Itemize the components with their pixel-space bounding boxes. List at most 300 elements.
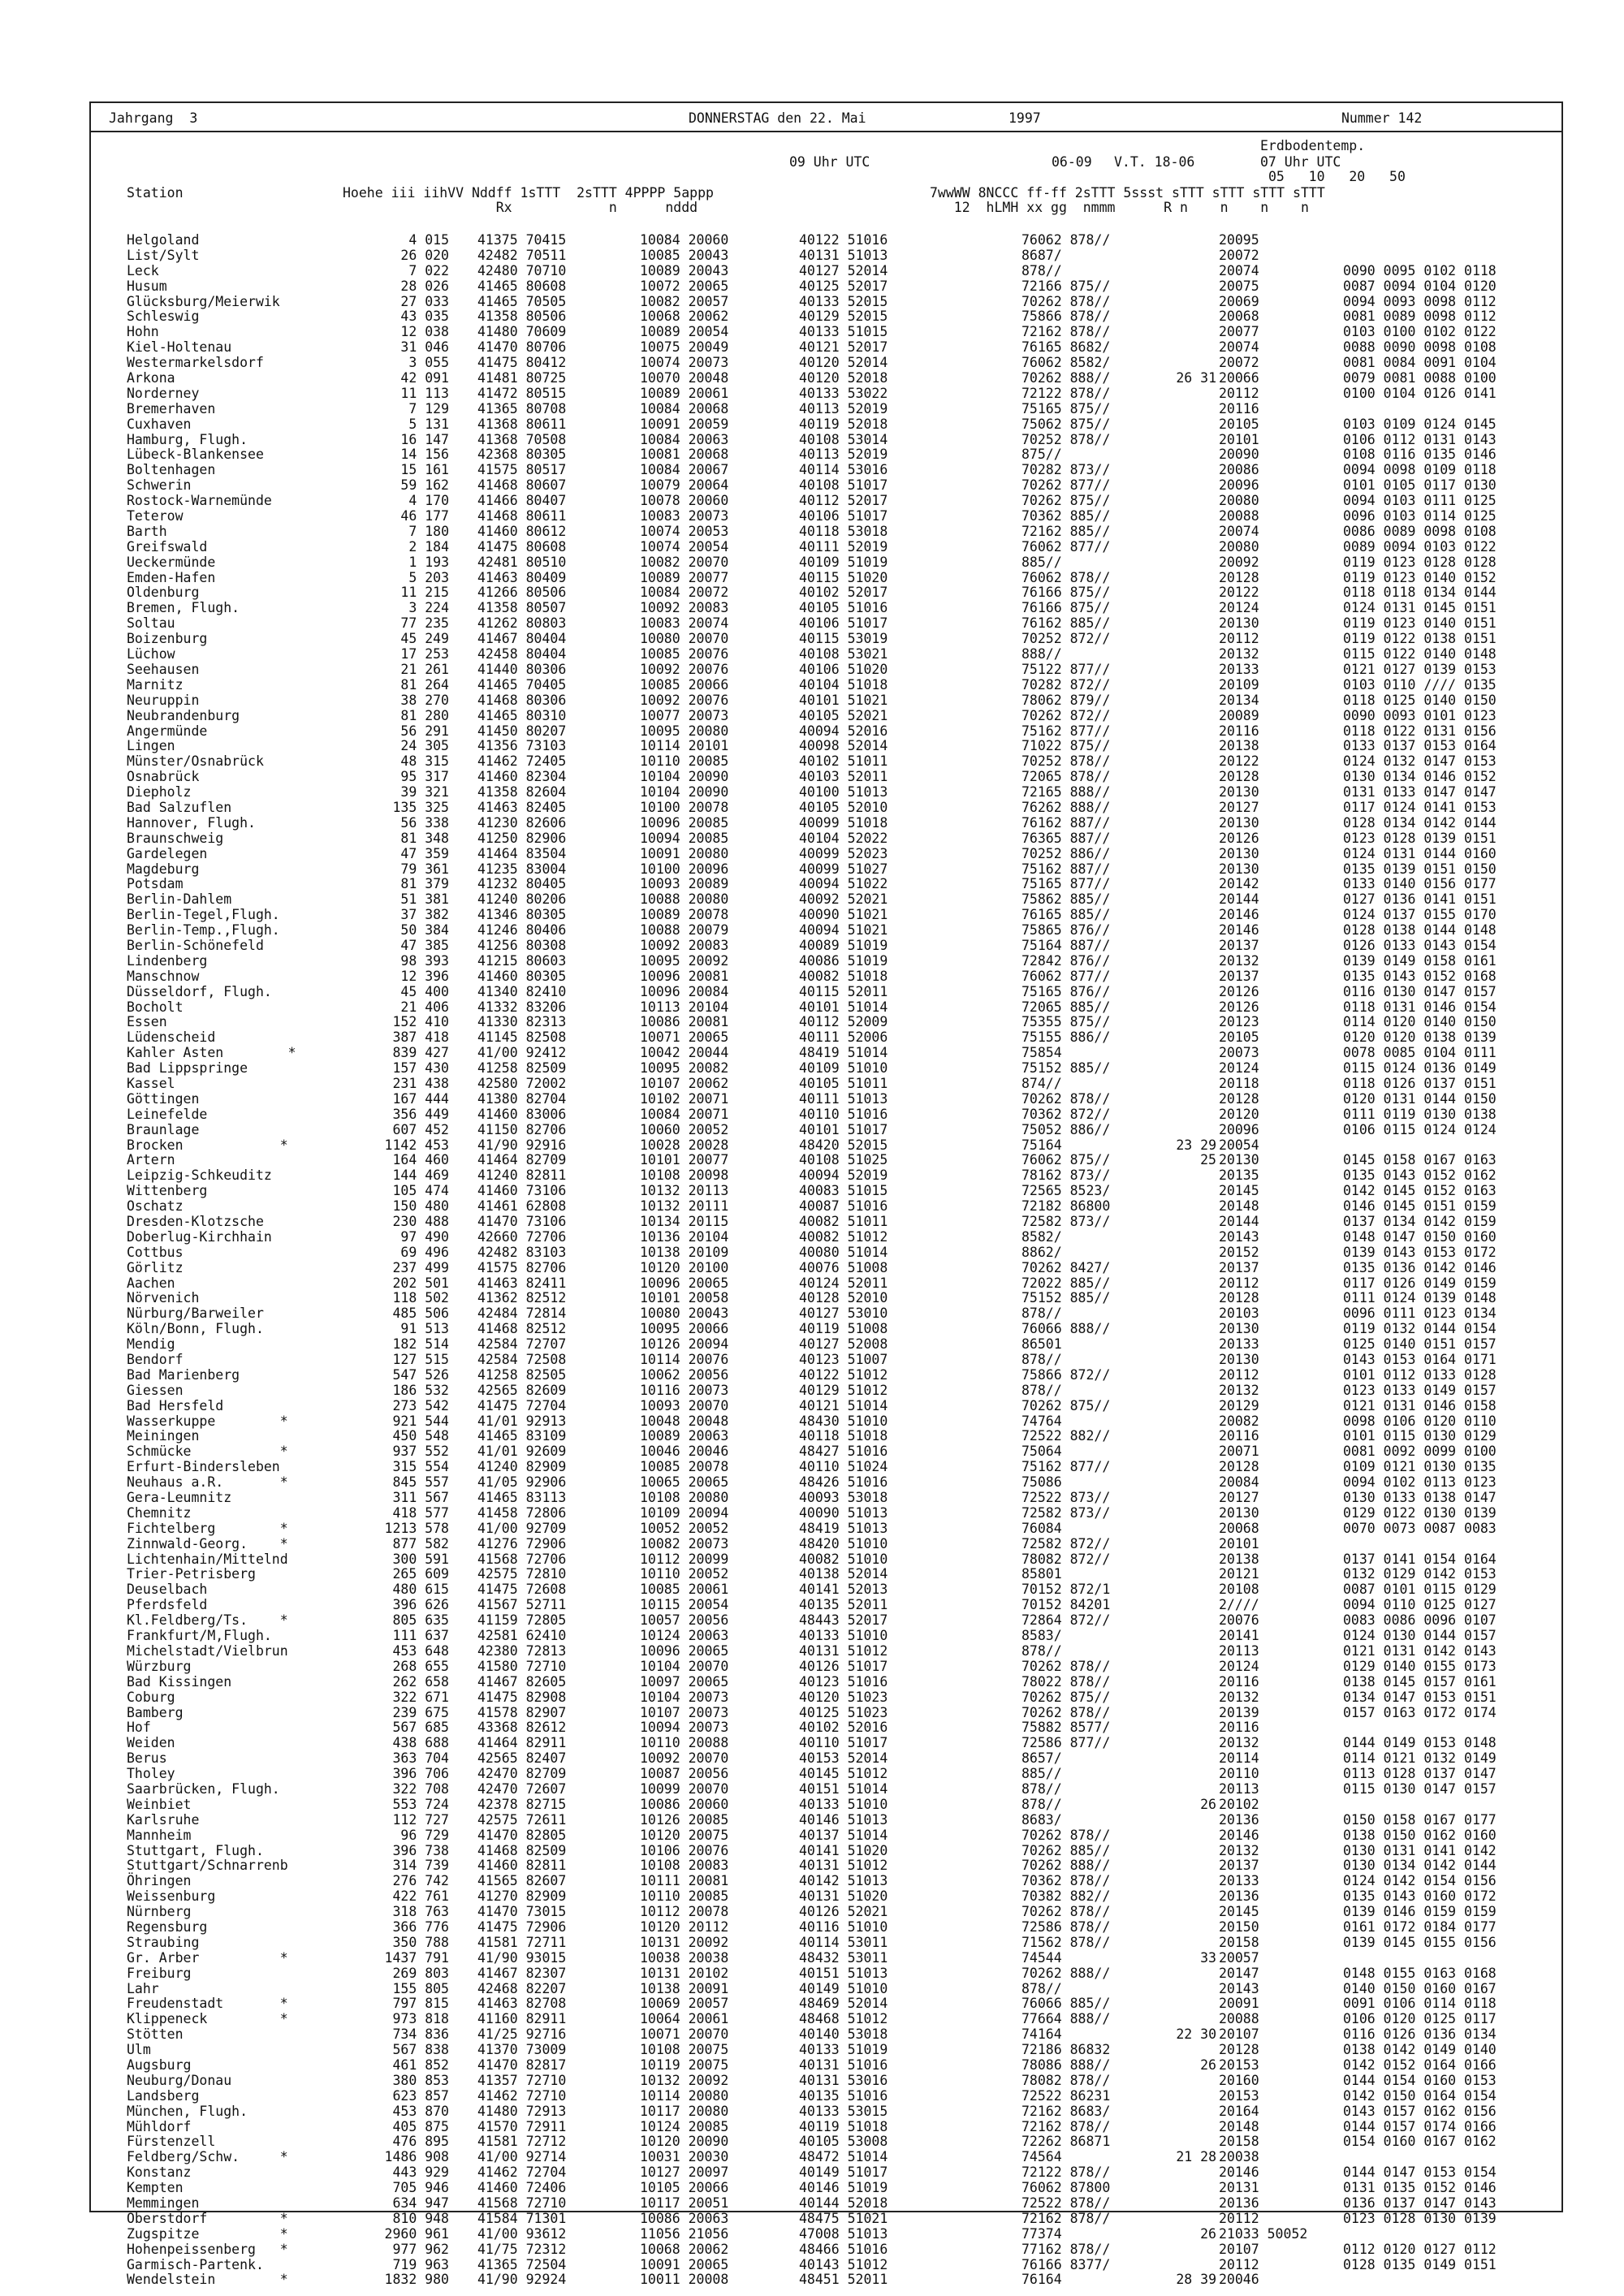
group-soil-temp: 0127 0136 0141 0151 [1343, 891, 1497, 908]
group-temp: 10109 20094 [640, 1504, 729, 1521]
group-min-temp: 20074 [1219, 339, 1259, 356]
station-name: Berlin-Tegel,Flugh. [127, 907, 280, 923]
group-temp: 10091 20059 [640, 416, 729, 432]
group-weather-cloud: 70262 888// [1021, 1858, 1111, 1874]
group-min-temp: 20158 [1219, 1934, 1259, 1950]
group-soil-temp: 0150 0158 0167 0177 [1343, 1811, 1497, 1828]
station-name: Memmingen [127, 2195, 200, 2211]
group-min-temp: 20089 [1219, 707, 1259, 723]
group-min-temp: 20112 [1219, 2210, 1259, 2226]
group-pressure: 40083 51015 [799, 1183, 888, 1199]
group-min-temp: 20130 [1219, 1352, 1259, 1368]
group-min-temp: 20072 [1219, 355, 1259, 371]
group-temp: 10088 20080 [640, 891, 729, 908]
group-min-temp: 20158 [1219, 2134, 1259, 2150]
group-weather-cloud: 70262 885// [1021, 1842, 1111, 1858]
group-temp: 10110 20085 [640, 753, 729, 770]
group-temp: 10113 20104 [640, 999, 729, 1015]
group-pressure: 40146 51013 [799, 1811, 888, 1828]
group-temp: 10119 20075 [640, 2056, 729, 2073]
group-iihvv-nddff: 41450 80207 [477, 723, 567, 739]
group-temp: 10107 20073 [640, 1704, 729, 1720]
group-iihvv-nddff: 42368 80305 [477, 447, 567, 463]
group-min-temp: 20092 [1219, 554, 1259, 570]
group-pressure: 40076 51008 [799, 1259, 888, 1275]
height-iii: 112 727 [392, 1811, 449, 1828]
station-name: Frankfurt/M,Flugh. [127, 1628, 272, 1644]
group-soil-temp: 0124 0131 0144 0160 [1343, 845, 1497, 861]
group-pressure: 40105 51011 [799, 1075, 888, 1091]
group-iihvv-nddff: 41246 80406 [477, 922, 567, 939]
group-soil-temp: 0144 0154 0160 0153 [1343, 2072, 1497, 2088]
group-iihvv-nddff: 41145 82508 [477, 1029, 567, 1046]
group-min-temp: 20080 [1219, 493, 1259, 509]
group-pressure: 48419 51014 [799, 1045, 888, 1061]
group-iihvv-nddff: 41/25 92716 [477, 2026, 567, 2043]
group-min-temp: 20136 [1219, 2195, 1259, 2211]
group-weather-cloud: 70262 872// [1021, 707, 1111, 723]
station-name: Landsberg [127, 2087, 200, 2104]
group-iihvv-nddff: 41460 83006 [477, 1106, 567, 1122]
group-temp: 10116 20073 [640, 1382, 729, 1398]
station-name: Hohenpeissenberg * [127, 2241, 288, 2257]
station-name: Zugspitze * [127, 2225, 288, 2242]
height-iii: 105 474 [392, 1183, 449, 1199]
group-iihvv-nddff: 41570 72911 [477, 2118, 567, 2134]
height-iii: 443 929 [392, 2164, 449, 2181]
group-iihvv-nddff: 41258 82505 [477, 1366, 567, 1383]
station-name: Stötten [127, 2026, 184, 2043]
station-name: Soltau [127, 615, 175, 632]
group-weather-cloud: 72065 878// [1021, 769, 1111, 785]
group-min-temp: 20164 [1219, 2103, 1259, 2119]
station-name: Husum [127, 278, 167, 294]
group-min-temp: 20133 [1219, 1873, 1259, 1889]
group-soil-temp: 0139 0145 0155 0156 [1343, 1934, 1497, 1950]
group-pressure: 48427 51016 [799, 1444, 888, 1460]
station-name: Garmisch-Partenk. [127, 2256, 264, 2272]
height-iii: 719 963 [392, 2256, 449, 2272]
group-temp: 10038 20038 [640, 1949, 729, 1966]
group-weather-cloud: 74764 [1021, 1413, 1062, 1429]
group-min-temp: 20153 [1219, 2087, 1259, 2104]
group-min-temp: 20137 [1219, 1259, 1259, 1275]
group-iihvv-nddff: 41475 82908 [477, 1689, 567, 1705]
group-weather-cloud: 75162 877// [1021, 1459, 1111, 1475]
group-min-temp: 20066 [1219, 370, 1259, 386]
group-temp: 10074 20073 [640, 355, 729, 371]
group-soil-temp: 0139 0143 0153 0172 [1343, 1244, 1497, 1260]
group-soil-temp: 0135 0143 0152 0162 [1343, 1167, 1497, 1184]
group-pressure: 40114 53011 [799, 1934, 888, 1950]
group-weather-cloud: 72162 878// [1021, 2210, 1111, 2226]
group-pressure: 40120 52014 [799, 355, 888, 371]
group-pressure: 40090 51021 [799, 907, 888, 923]
height-iii: 350 788 [392, 1934, 449, 1950]
height-iii: 273 542 [392, 1397, 449, 1413]
group-soil-temp: 0070 0073 0087 0083 [1343, 1520, 1497, 1536]
station-name: Konstanz [127, 2164, 192, 2181]
station-name: Bad Marienberg [127, 1366, 240, 1383]
station-name: Coburg [127, 1689, 175, 1705]
group-iihvv-nddff: 41465 80608 [477, 278, 567, 294]
group-temp: 10114 20101 [640, 738, 729, 754]
group-iihvv-nddff: 41567 52711 [477, 1597, 567, 1613]
group-min-temp: 20128 [1219, 569, 1259, 585]
group-iihvv-nddff: 41475 72906 [477, 1918, 567, 1935]
height-iii: 567 838 [392, 2042, 449, 2058]
group-iihvv-nddff: 41232 80405 [477, 876, 567, 892]
group-weather-cloud: 70252 878// [1021, 431, 1111, 447]
group-min-temp: 20132 [1219, 646, 1259, 662]
group-weather-cloud: 75052 886// [1021, 1121, 1111, 1137]
group-temp: 10117 20080 [640, 2103, 729, 2119]
station-name: Pferdsfeld [127, 1597, 208, 1613]
group-iihvv-nddff: 41/90 92924 [477, 2272, 567, 2288]
group-pressure: 40127 53010 [799, 1306, 888, 1322]
group-soil-temp: 0115 0122 0140 0148 [1343, 646, 1497, 662]
group-iihvv-nddff: 41270 82909 [477, 1888, 567, 1905]
group-weather-cloud: 78082 872// [1021, 1551, 1111, 1567]
group-weather-cloud: 878// [1021, 1306, 1062, 1322]
group-iihvv-nddff: 42584 72508 [477, 1352, 567, 1368]
group-weather-cloud: 70152 872/1 [1021, 1582, 1111, 1598]
group-soil-temp: 0101 0115 0130 0129 [1343, 1428, 1497, 1444]
group-weather-cloud: 76365 887// [1021, 830, 1111, 846]
group-pressure: 40129 52015 [799, 309, 888, 325]
group-iihvv-nddff: 41460 80305 [477, 968, 567, 984]
group-iihvv-nddff: 41368 80611 [477, 416, 567, 432]
group-iihvv-nddff: 41470 82817 [477, 2056, 567, 2073]
group-weather-cloud: 76165 8682/ [1021, 339, 1111, 356]
group-min-temp: 20144 [1219, 1214, 1259, 1229]
group-soil-temp: 0121 0127 0139 0153 [1343, 661, 1497, 677]
group-pressure: 40105 52010 [799, 799, 888, 815]
group-temp: 10093 20089 [640, 876, 729, 892]
height-iii: 1486 908 [384, 2149, 449, 2165]
group-weather-cloud: 78162 873// [1021, 1167, 1111, 1184]
height-iii: 46 177 [400, 508, 449, 524]
group-temp: 10124 20063 [640, 1628, 729, 1644]
station-name: Lindenberg [127, 952, 208, 969]
group-iihvv-nddff: 41468 82512 [477, 1321, 567, 1337]
group-weather-cloud: 72122 878// [1021, 385, 1111, 401]
weather-report-sheet [89, 101, 1563, 2288]
group-soil-temp: 0130 0131 0141 0142 [1343, 1842, 1497, 1858]
group-temp: 10136 20104 [640, 1228, 729, 1245]
group-iihvv-nddff: 41460 72406 [477, 2180, 567, 2196]
height-iii: 5 203 [408, 569, 449, 585]
group-temp: 10127 20097 [640, 2164, 729, 2181]
height-iii: 186 532 [392, 1382, 449, 1398]
group-temp: 10110 20088 [640, 1735, 729, 1751]
group-pressure: 40108 51017 [799, 477, 888, 494]
group-pressure: 40120 52018 [799, 370, 888, 386]
station-name: Lüdenscheid [127, 1029, 216, 1046]
height-iii: 3 055 [408, 355, 449, 371]
station-name: Klippeneck * [127, 2011, 288, 2027]
height-iii: 356 449 [392, 1106, 449, 1122]
group-temp: 10095 20082 [640, 1060, 729, 1077]
station-name: Nürburg/Barweiler [127, 1306, 264, 1322]
group-weather-cloud: 885// [1021, 554, 1062, 570]
height-iii: 28 026 [400, 278, 449, 294]
group-pressure: 40094 51022 [799, 876, 888, 892]
group-min-temp: 20122 [1219, 585, 1259, 601]
group-weather-cloud: 75165 876// [1021, 983, 1111, 999]
group-soil-temp: 0114 0121 0132 0149 [1343, 1750, 1497, 1767]
group-temp: 10096 20065 [640, 1275, 729, 1291]
group-pressure: 40087 51016 [799, 1198, 888, 1215]
group-temp: 10096 20085 [640, 814, 729, 831]
group-pressure: 40108 53014 [799, 431, 888, 447]
station-name: Kiel-Holtenau [127, 339, 232, 356]
group-iihvv-nddff: 41368 70508 [477, 431, 567, 447]
group-temp: 10114 20076 [640, 1352, 729, 1368]
height-iii: 973 818 [392, 2011, 449, 2027]
group-weather-cloud: 75165 875// [1021, 400, 1111, 416]
group-iihvv-nddff: 41463 80409 [477, 569, 567, 585]
group-temp: 10074 20053 [640, 523, 729, 539]
station-name: Bremerhaven [127, 400, 216, 416]
group-wind-gust: 22 30 [1176, 2026, 1216, 2043]
group-iihvv-nddff: 41356 73103 [477, 738, 567, 754]
group-weather-cloud: 878// [1021, 1352, 1062, 1368]
group-iihvv-nddff: 41/05 92906 [477, 1474, 567, 1491]
group-min-temp: 20150 [1219, 1918, 1259, 1935]
group-min-temp: 20080 [1219, 538, 1259, 555]
group-soil-temp: 0148 0147 0150 0160 [1343, 1228, 1497, 1245]
group-temp: 10105 20066 [640, 2180, 729, 2196]
height-iii: 56 338 [400, 814, 449, 831]
height-iii: 734 836 [392, 2026, 449, 2043]
group-iihvv-nddff: 42480 70710 [477, 262, 567, 278]
station-name: Düsseldorf, Flugh. [127, 983, 272, 999]
height-iii: 805 635 [392, 1612, 449, 1629]
group-pressure: 48420 52015 [799, 1137, 888, 1153]
group-pressure: 40090 51013 [799, 1504, 888, 1521]
group-iihvv-nddff: 41375 70415 [477, 232, 567, 248]
group-weather-cloud: 72022 885// [1021, 1275, 1111, 1291]
group-min-temp: 20126 [1219, 830, 1259, 846]
station-name: Michelstadt/Vielbrun [127, 1642, 288, 1659]
group-min-temp: 20068 [1219, 1520, 1259, 1536]
station-name: Hohn [127, 324, 159, 340]
group-min-temp: 20138 [1219, 1551, 1259, 1567]
group-soil-temp: 0135 0139 0151 0150 [1343, 861, 1497, 877]
group-soil-temp: 0118 0125 0140 0150 [1343, 692, 1497, 708]
group-temp: 10089 20077 [640, 569, 729, 585]
group-temp: 10097 20065 [640, 1673, 729, 1690]
height-iii: 98 393 [400, 952, 449, 969]
group-min-temp: 20145 [1219, 1183, 1259, 1199]
left-column-subheaders: Rx n nddd [343, 200, 698, 215]
group-weather-cloud: 70152 84201 [1021, 1597, 1111, 1613]
group-weather-cloud: 70262 888// [1021, 370, 1111, 386]
group-pressure: 40094 52016 [799, 723, 888, 739]
group-temp: 10120 20100 [640, 1259, 729, 1275]
height-iii: 405 875 [392, 2118, 449, 2134]
group-temp: 10086 20081 [640, 1014, 729, 1030]
height-iii: 230 488 [392, 1214, 449, 1229]
group-iihvv-nddff: 41565 82607 [477, 1873, 567, 1889]
station-name: Öhringen [127, 1873, 192, 1889]
group-iihvv-nddff: 41362 82512 [477, 1290, 567, 1306]
height-iii: 16 147 [400, 431, 449, 447]
group-min-temp: 20143 [1219, 1980, 1259, 1996]
group-iihvv-nddff: 41276 72906 [477, 1535, 567, 1552]
group-weather-cloud: 72582 873// [1021, 1214, 1111, 1229]
station-name: Lahr [127, 1980, 159, 1996]
group-temp: 10070 20048 [640, 370, 729, 386]
group-pressure: 40119 52018 [799, 416, 888, 432]
group-pressure: 40101 51017 [799, 1121, 888, 1137]
group-weather-cloud: 878// [1021, 1382, 1062, 1398]
group-iihvv-nddff: 41/01 92913 [477, 1413, 567, 1429]
group-weather-cloud: 70362 878// [1021, 1873, 1111, 1889]
group-iihvv-nddff: 41240 82909 [477, 1459, 567, 1475]
group-weather-cloud: 70262 875// [1021, 493, 1111, 509]
group-iihvv-nddff: 42575 72810 [477, 1566, 567, 1582]
group-soil-temp: 0111 0119 0130 0138 [1343, 1106, 1497, 1122]
height-iii: 81 348 [400, 830, 449, 846]
height-iii: 461 852 [392, 2056, 449, 2073]
group-soil-temp: 0132 0129 0142 0153 [1343, 1566, 1497, 1582]
group-temp: 10110 20052 [640, 1566, 729, 1582]
station-name: Manschnow [127, 968, 200, 984]
group-soil-temp: 0130 0134 0142 0144 [1343, 1858, 1497, 1874]
group-weather-cloud: 70262 878// [1021, 1658, 1111, 1674]
height-iii: 26 020 [400, 247, 449, 263]
group-weather-cloud: 72182 86800 [1021, 1198, 1111, 1215]
group-soil-temp: 0123 0128 0130 0139 [1343, 2210, 1497, 2226]
group-weather-cloud: 878// [1021, 1980, 1062, 1996]
group-soil-temp: 0129 0122 0130 0139 [1343, 1504, 1497, 1521]
group-min-temp: 20101 [1219, 1535, 1259, 1552]
height-iii: 1142 453 [384, 1137, 449, 1153]
group-pressure: 40105 53008 [799, 2134, 888, 2150]
group-iihvv-nddff: 41465 83109 [477, 1428, 567, 1444]
group-pressure: 48469 52014 [799, 1996, 888, 2012]
group-iihvv-nddff: 41463 82405 [477, 799, 567, 815]
group-weather-cloud: 76166 875// [1021, 600, 1111, 616]
group-min-temp: 20096 [1219, 1121, 1259, 1137]
height-iii: 845 557 [392, 1474, 449, 1491]
station-name: Oberstdorf * [127, 2210, 288, 2226]
group-temp: 10028 20028 [640, 1137, 729, 1153]
group-pressure: 40104 52022 [799, 830, 888, 846]
group-weather-cloud: 75164 [1021, 1137, 1062, 1153]
group-iihvv-nddff: 42484 72814 [477, 1306, 567, 1322]
height-iii: 1832 980 [384, 2272, 449, 2288]
group-min-temp: 20121 [1219, 1566, 1259, 1582]
group-iihvv-nddff: 41578 82907 [477, 1704, 567, 1720]
group-temp: 10085 20076 [640, 646, 729, 662]
group-weather-cloud: 878// [1021, 262, 1062, 278]
group-iihvv-nddff: 41/00 92714 [477, 2149, 567, 2165]
group-temp: 10086 20063 [640, 2210, 729, 2226]
group-iihvv-nddff: 41/90 93015 [477, 1949, 567, 1966]
group-min-temp: 20146 [1219, 907, 1259, 923]
station-name: Boltenhagen [127, 462, 216, 478]
group-soil-temp: 0098 0106 0120 0110 [1343, 1413, 1497, 1429]
group-pressure: 40115 52011 [799, 983, 888, 999]
group-min-temp: 20112 [1219, 2256, 1259, 2272]
group-temp: 10132 20092 [640, 2072, 729, 2088]
group-min-temp: 20091 [1219, 1996, 1259, 2012]
group-min-temp: 20133 [1219, 661, 1259, 677]
group-soil-temp: 0108 0116 0135 0146 [1343, 447, 1497, 463]
group-soil-temp: 0139 0149 0158 0161 [1343, 952, 1497, 969]
group-soil-temp: 0094 0098 0109 0118 [1343, 462, 1497, 478]
group-temp: 11056 21056 [640, 2225, 729, 2242]
group-soil-temp: 0143 0153 0164 0171 [1343, 1352, 1497, 1368]
station-name: Marnitz [127, 676, 184, 693]
group-iihvv-nddff: 41580 72710 [477, 1658, 567, 1674]
group-temp: 10108 20098 [640, 1167, 729, 1184]
group-soil-temp: 0138 0150 0162 0160 [1343, 1827, 1497, 1843]
group-pressure: 40120 51023 [799, 1689, 888, 1705]
group-min-temp: 20112 [1219, 385, 1259, 401]
group-temp: 10057 20056 [640, 1612, 729, 1629]
group-weather-cloud: 74544 [1021, 1949, 1062, 1966]
group-soil-temp: 0106 0115 0124 0124 [1343, 1121, 1497, 1137]
group-min-temp: 20129 [1219, 1397, 1259, 1413]
group-temp: 10102 20071 [640, 1090, 729, 1107]
group-weather-cloud: 70262 888// [1021, 1965, 1111, 1981]
group-soil-temp: 0124 0137 0155 0170 [1343, 907, 1497, 923]
group-soil-temp: 0088 0090 0098 0108 [1343, 339, 1497, 356]
group-min-temp: 20118 [1219, 1075, 1259, 1091]
group-iihvv-nddff: 42482 70511 [477, 247, 567, 263]
group-pressure: 40099 52023 [799, 845, 888, 861]
group-min-temp: 20136 [1219, 1888, 1259, 1905]
group-pressure: 40128 52010 [799, 1290, 888, 1306]
group-min-temp: 20141 [1219, 1628, 1259, 1644]
group-temp: 10106 20076 [640, 1842, 729, 1858]
group-temp: 10068 20062 [640, 2241, 729, 2257]
right-column-headers: 7wwWW 8NCCC ff-ff 2sTTT 5ssst sTTT sTTT sTTT sTTT [930, 185, 1325, 201]
group-iihvv-nddff: 42458 80404 [477, 646, 567, 662]
group-temp: 10084 20072 [640, 585, 729, 601]
group-pressure: 40142 51013 [799, 1873, 888, 1889]
group-wind-gust: 23 29 [1176, 1137, 1216, 1153]
group-temp: 10131 20092 [640, 1934, 729, 1950]
group-iihvv-nddff: 41465 80310 [477, 707, 567, 723]
group-iihvv-nddff: 41480 72913 [477, 2103, 567, 2119]
station-name: Tholey [127, 1766, 175, 1782]
group-temp: 10108 20083 [640, 1858, 729, 1874]
group-soil-temp: 0081 0092 0099 0100 [1343, 1444, 1497, 1460]
group-min-temp: 20116 [1219, 400, 1259, 416]
group-pressure: 40101 51014 [799, 999, 888, 1015]
height-iii: 438 688 [392, 1735, 449, 1751]
group-pressure: 40141 52013 [799, 1582, 888, 1598]
group-temp: 10081 20068 [640, 447, 729, 463]
group-min-temp: 20046 [1219, 2272, 1259, 2288]
station-name: Mannheim [127, 1827, 192, 1843]
group-iihvv-nddff: 41465 83113 [477, 1490, 567, 1506]
group-temp: 10062 20056 [640, 1366, 729, 1383]
group-pressure: 40133 51010 [799, 1628, 888, 1644]
station-name: Köln/Bonn, Flugh. [127, 1321, 264, 1337]
group-soil-temp: 0114 0120 0140 0150 [1343, 1014, 1497, 1030]
station-name: Lüchow [127, 646, 175, 662]
station-name: Brocken * [127, 1137, 288, 1153]
height-iii: 4 170 [408, 493, 449, 509]
group-iihvv-nddff: 41358 82604 [477, 784, 567, 801]
group-weather-cloud: 72186 86832 [1021, 2042, 1111, 2058]
